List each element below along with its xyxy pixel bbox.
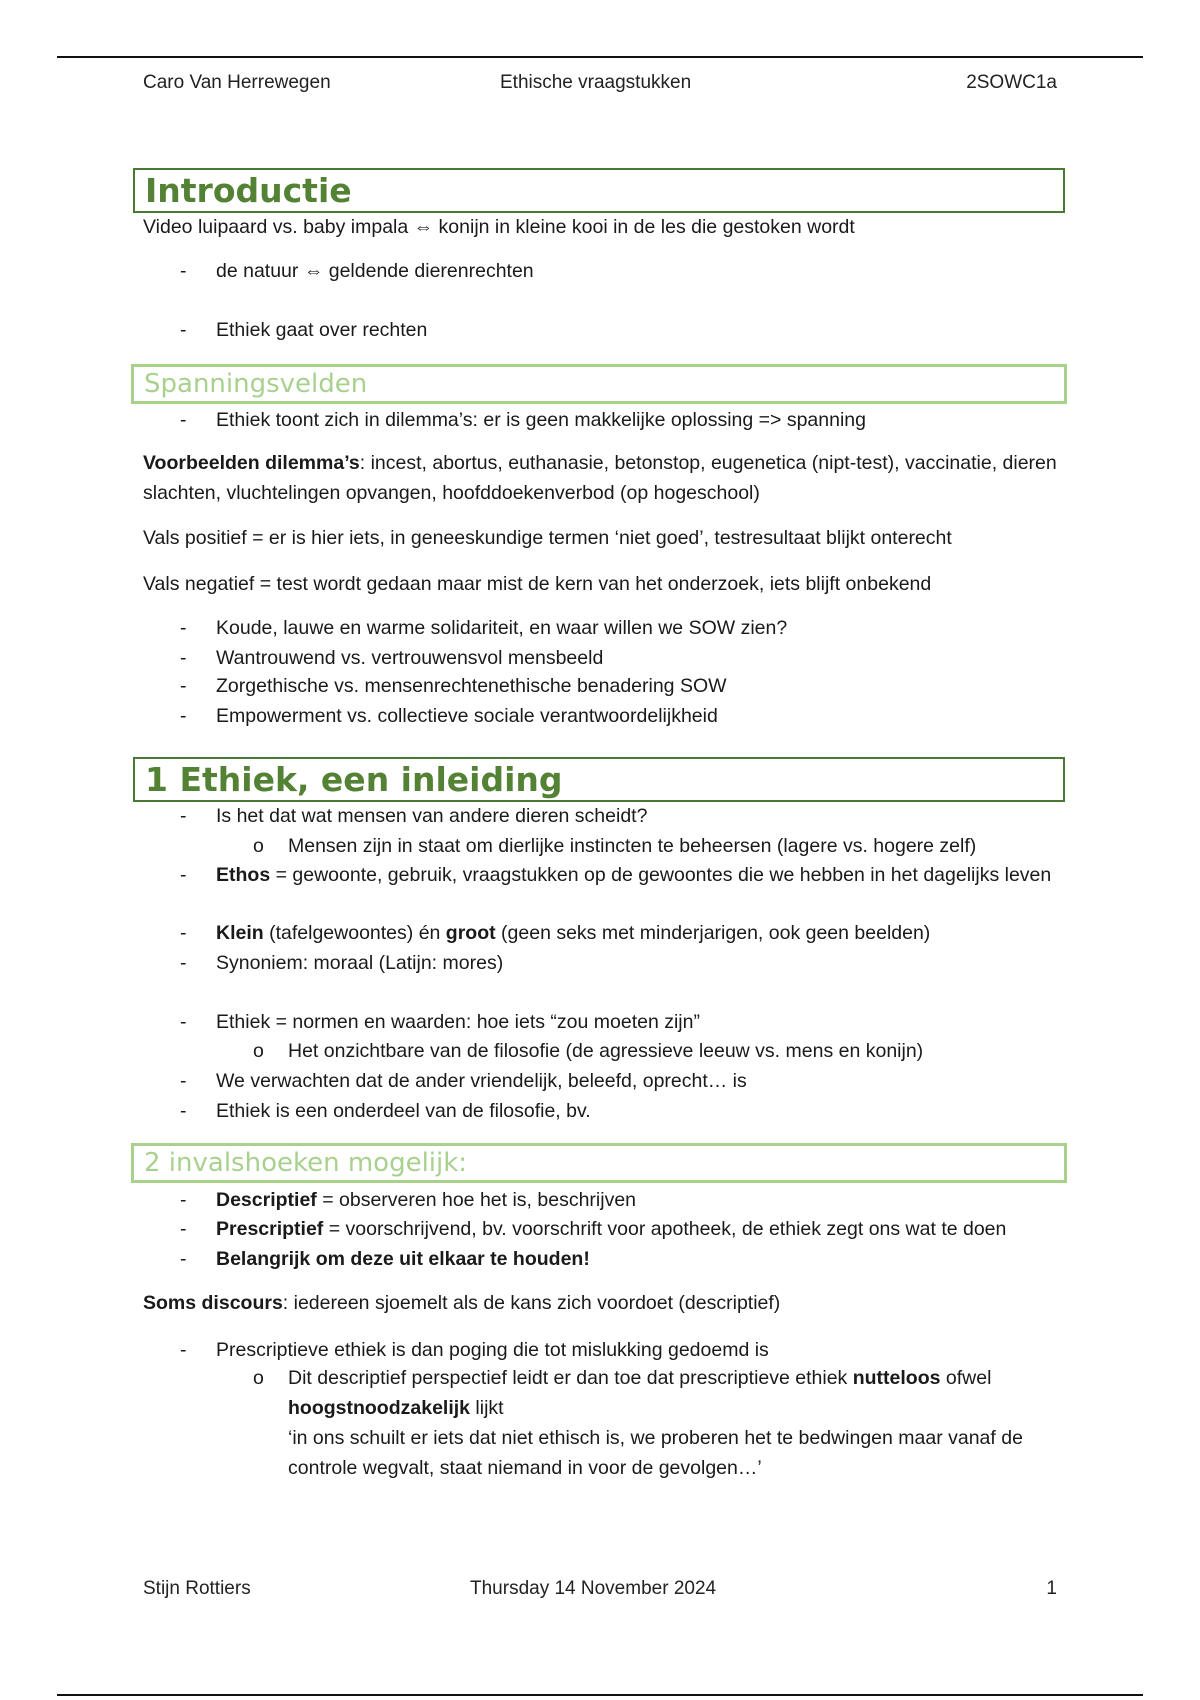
onderdeel-bullet: - Ethiek is een onderdeel van de filosofie, bv. bbox=[216, 1096, 1056, 1126]
ethos-label: Ethos bbox=[216, 864, 271, 886]
verwachten-bullet: - We verwachten dat de ander vriendelijk, beleefd, oprecht… is bbox=[216, 1066, 1056, 1096]
header-author: Caro Van Herrewegen bbox=[143, 72, 331, 93]
ethos-bullet bbox=[216, 860, 1056, 890]
hoogstnoodzakelijk-label: hoogstnoodzakelijk bbox=[288, 1397, 471, 1419]
synoniem-bullet: - Synoniem: moraal (Latijn: mores) bbox=[216, 948, 1056, 978]
heading-introductie: Introductie bbox=[133, 168, 1065, 213]
intro-bullet-2: - Ethiek gaat over rechten bbox=[216, 315, 1056, 345]
belangrijk-text: Belangrijk om deze uit elkaar te houden! bbox=[216, 1248, 590, 1270]
descriptief-label: Descriptief bbox=[216, 1189, 317, 1211]
footer-rule bbox=[57, 1694, 1143, 1696]
prescriptief-label: Prescriptief bbox=[216, 1218, 324, 1240]
footer-page-number: 1 bbox=[1046, 1578, 1057, 1599]
vals-negatief: Vals negatief = test wordt gedaan maar mist de kern van het onderzoek, iets blijft onbekend bbox=[143, 573, 932, 595]
spanning-item-2: - Wantrouwend vs. vertrouwensvol mensbeeld bbox=[216, 643, 1056, 673]
footer-date: Thursday 14 November 2024 bbox=[470, 1578, 717, 1599]
ethiek-bullet-1: - Is het dat wat mensen van andere dieren scheidt? bbox=[216, 801, 1056, 831]
voorbeelden-paragraph bbox=[143, 448, 1063, 508]
intro-paragraph: Video luipaard vs. baby impala ⇔ konijn in kleine kooi in de les die gestoken wordt bbox=[143, 216, 855, 238]
header-code: 2SOWC1a bbox=[966, 72, 1057, 93]
groot-text: (geen seks met minderjarigen, ook geen beelden) bbox=[495, 922, 931, 944]
voorbeelden-label: Voorbeelden dilemma’s bbox=[143, 452, 360, 474]
ethiek-sub-2: o Het onzichtbare van de filosofie (de agressieve leeuw vs. mens en konijn) bbox=[288, 1036, 1048, 1066]
soms-discours-paragraph bbox=[143, 1288, 1063, 1318]
ethiek-sub-1: o Mensen zijn in staat om dierlijke instincten te beheersen (lagere vs. hogere zelf) bbox=[288, 831, 1048, 861]
heading-ethiek-inleiding: 1 Ethiek, een inleiding bbox=[133, 757, 1065, 802]
prescriptief-text: = voorschrijvend, bv. voorschrift voor apotheek, de ethiek zegt ons wat te doen bbox=[323, 1218, 1007, 1240]
perspectief-text-a: Dit descriptief perspectief leidt er dan toe dat prescriptieve ethiek bbox=[288, 1367, 853, 1389]
vals-positief: Vals positief = er is hier iets, in geneeskundige termen ‘niet goed’, testresultaat blijkt onterecht bbox=[143, 527, 952, 549]
groot-label: groot bbox=[445, 922, 496, 944]
footer-author: Stijn Rottiers bbox=[143, 1578, 251, 1599]
belangrijk-bullet bbox=[216, 1244, 1056, 1274]
spanning-item-3: - Zorgethische vs. mensenrechtenethische benadering SOW bbox=[216, 671, 1056, 701]
header-rule bbox=[57, 56, 1143, 58]
descriptief-text: = observeren hoe het is, beschrijven bbox=[316, 1189, 637, 1211]
heading-spanningsvelden: Spanningsvelden bbox=[131, 364, 1067, 404]
normen-bullet: - Ethiek = normen en waarden: hoe iets “zou moeten zijn” bbox=[216, 1007, 1056, 1037]
descriptief-bullet bbox=[216, 1185, 1056, 1215]
voorbeelden-text: : incest, abortus, euthanasie, betonstop, eugenetica (nipt-test), vaccinatie, dieren slachten, vluchtelingen opvangen, hoofddoekenverbod (op hogeschool) bbox=[143, 452, 1057, 504]
spanning-item-1: - Koude, lauwe en warme solidariteit, en waar willen we SOW zien? bbox=[216, 613, 1056, 643]
quote-text: ‘in ons schuilt er iets dat niet ethisch is, we proberen het te bedwingen maar vanaf de controle wegvalt, staat niemand in voor de gevolgen…’ bbox=[288, 1427, 1023, 1479]
prescriptieve-ethiek-bullet: - Prescriptieve ethiek is dan poging die tot mislukking gedoemd is bbox=[216, 1335, 1056, 1365]
ethos-text: = gewoonte, gebruik, vraagstukken op de gewoontes die we hebben in het dagelijks leven bbox=[270, 864, 1052, 886]
nutteloos-label: nutteloos bbox=[852, 1367, 941, 1389]
klein-label: Klein bbox=[216, 922, 264, 944]
heading-invalshoeken: 2 invalshoeken mogelijk: bbox=[131, 1143, 1067, 1183]
header-title: Ethische vraagstukken bbox=[500, 72, 692, 93]
prescriptief-bullet bbox=[216, 1214, 1056, 1244]
perspectief-sub bbox=[288, 1363, 1048, 1423]
soms-label: Soms discours bbox=[143, 1292, 283, 1314]
intro-bullet-1: - de natuur ⇔ geldende dierenrechten bbox=[216, 256, 1056, 286]
klein-groot-bullet bbox=[216, 918, 1056, 948]
klein-text: (tafelgewoontes) én bbox=[263, 922, 446, 944]
spanning-bullet-1: - Ethiek toont zich in dilemma’s: er is geen makkelijke oplossing => spanning bbox=[216, 405, 1056, 435]
perspectief-text-c: lijkt bbox=[470, 1397, 504, 1419]
spanning-item-4: - Empowerment vs. collectieve sociale verantwoordelijkheid bbox=[216, 701, 1056, 731]
perspectief-text-b: ofwel bbox=[940, 1367, 992, 1389]
soms-text: : iedereen sjoemelt als de kans zich voordoet (descriptief) bbox=[282, 1292, 781, 1314]
